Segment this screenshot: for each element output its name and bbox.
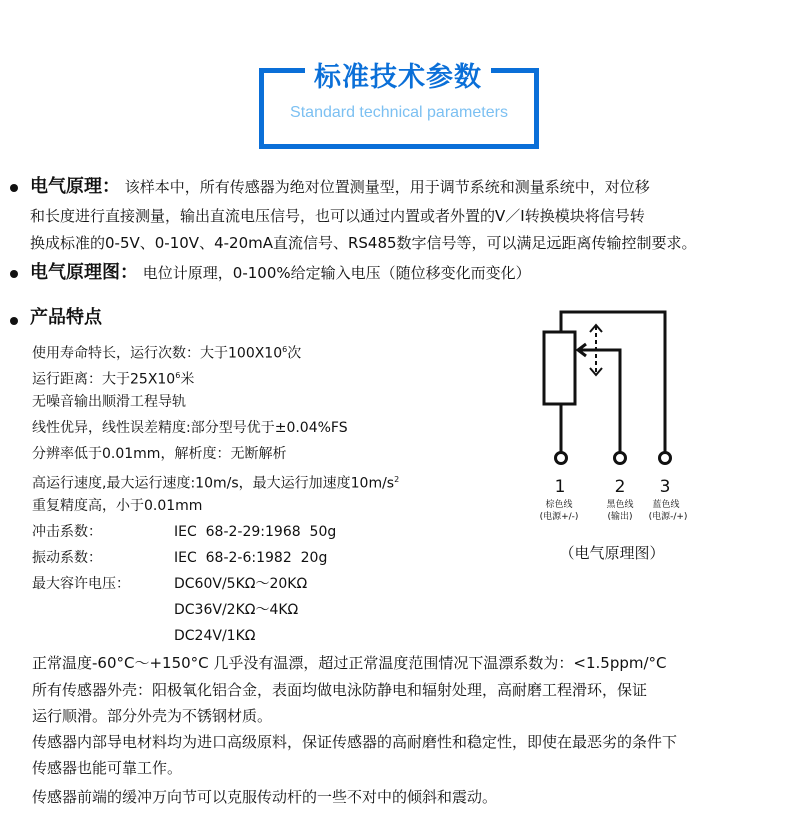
sec1-line2: 和长度进行直接测量，输出直流电压信号，也可以通过内置或者外置的V／I转换模块将信号转 bbox=[30, 207, 645, 225]
diagram-caption: （电气原理图） bbox=[559, 544, 665, 562]
note: 正常温度-60°C～+150°C 几乎没有温漂，超过正常温度范围情况下温漂系数为：<1.5ppm/°C bbox=[32, 654, 667, 672]
pin-number: 1 bbox=[554, 477, 566, 497]
wire-2 bbox=[578, 350, 620, 452]
note: 所有传感器外壳：阳极氧化铝合金，表面均做电泳防静电和辐射处理，高耐磨工程滑环，保证 bbox=[32, 681, 648, 699]
feature-value: IEC 68-2-29:1968 50g bbox=[174, 524, 337, 540]
pin-role: (电源+/-) bbox=[539, 512, 579, 522]
feature: 线性优异，线性误差精度:部分型号优于±0.04%FS bbox=[32, 420, 348, 436]
pin-number: 2 bbox=[614, 477, 626, 497]
sec2-heading: 电气原理图： bbox=[30, 262, 138, 283]
page-subtitle: Standard technical parameters bbox=[290, 104, 508, 121]
feature: 分辨率低于0.01mm，解析度：无断解析 bbox=[32, 446, 287, 462]
terminal-1-icon bbox=[556, 453, 567, 464]
pin-role: (电源-/+) bbox=[648, 512, 688, 522]
feature-label: 最大容许电压： bbox=[32, 576, 130, 592]
feature-label: 冲击系数： bbox=[32, 524, 102, 540]
sec1-heading: 电气原理： bbox=[30, 176, 120, 197]
pin-color: 棕色线 bbox=[545, 500, 573, 510]
sec2-text: 电位计原理，0-100%给定输入电压（随位移变化而变化） bbox=[142, 264, 531, 282]
note: 传感器也能可靠工作。 bbox=[32, 759, 183, 777]
feature-value: DC24V/1KΩ bbox=[174, 628, 256, 644]
feature: 运行距离：大于$25X10^6$米 bbox=[32, 371, 195, 388]
note: 运行顺滑。部分外壳为不锈钢材质。 bbox=[32, 707, 273, 725]
feature-value: IEC 68-2-6:1982 20g bbox=[174, 550, 328, 566]
feature-value: DC60V/5KΩ～20KΩ bbox=[174, 576, 308, 592]
pin-color: 蓝色线 bbox=[652, 500, 680, 510]
terminal-2-icon bbox=[615, 453, 626, 464]
note: 传感器前端的缓冲万向节可以克服传动杆的一些不对中的倾斜和震动。 bbox=[32, 788, 498, 806]
sec1-text: 该样本中，所有传感器为绝对位置测量型，用于调节系统和测量系统中，对位移 bbox=[124, 178, 650, 196]
pin-number: 3 bbox=[659, 477, 671, 497]
feature-value: DC36V/2KΩ～4KΩ bbox=[174, 602, 299, 618]
pin-color: 黑色线 bbox=[606, 500, 634, 510]
feature: 高运行速度,最大运行速度:10m/s，最大运行加速度$10m/s^2$ bbox=[32, 475, 400, 492]
sec3-heading: 产品特点 bbox=[30, 307, 102, 328]
terminal-3-icon bbox=[660, 453, 671, 464]
feature: 使用寿命特长，运行次数：大于$100X10^6$次 bbox=[32, 345, 302, 362]
pin-role: (输出) bbox=[607, 512, 633, 522]
note: 传感器内部导电材料均为进口高级原料，保证传感器的高耐磨性和稳定性，即使在最恶劣的条件下 bbox=[32, 733, 678, 751]
sec1-line3: 换成标准的0-5V、0-10V、4-20mA直流信号、RS485数字信号等，可以满足远距离传输控制要求。 bbox=[30, 234, 697, 252]
resistor-icon bbox=[544, 332, 575, 404]
feature: 重复精度高，小于0.01mm bbox=[32, 498, 203, 514]
feature-label: 振动系数： bbox=[32, 550, 102, 566]
page-title: 标准技术参数 bbox=[314, 62, 482, 93]
feature: 无噪音输出顺滑工程导轨 bbox=[32, 394, 186, 410]
wire-3 bbox=[561, 312, 665, 452]
